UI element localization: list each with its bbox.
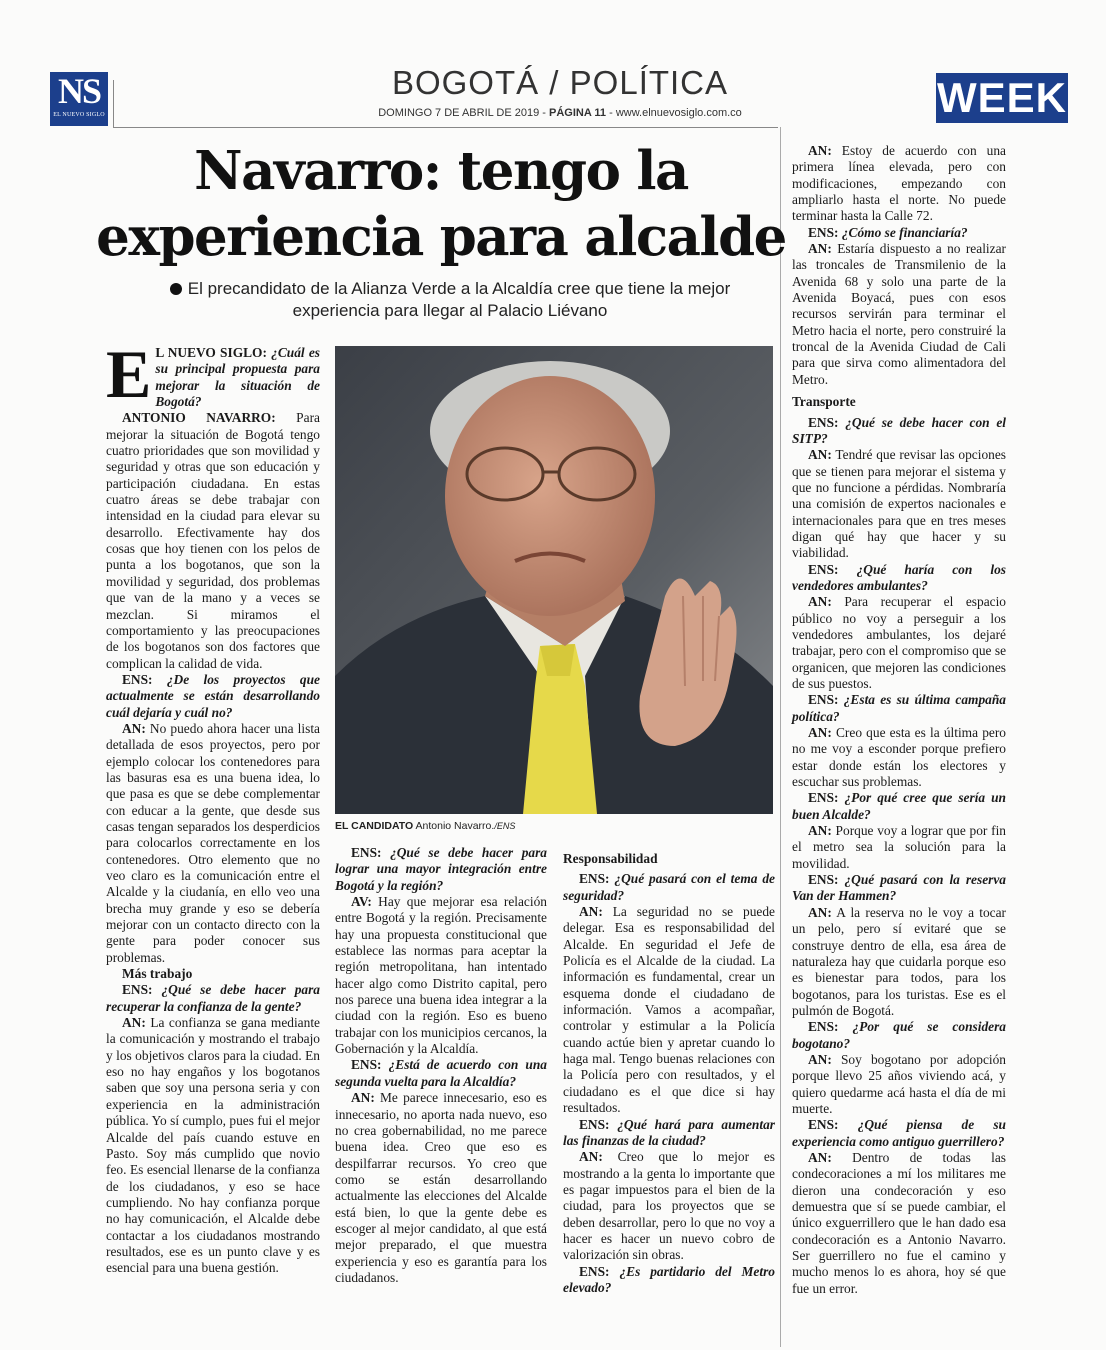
speaker: ENS: xyxy=(579,1263,610,1279)
answer-text: Estoy de acuerdo con una primera línea elevada, pero con modificaciones, empezando con ampliarlo hasta el norte. No puede terminar hasta la Calle 72. xyxy=(792,143,1006,224)
answer-text: Para mejorar la situación de Bogotá tengo cuatro prioridades que son movilidad y seguridad y otras que son educación y participación ciudadana. En estas cuatro áreas se debe trabajar con intensidad en la ciudad para elevar su desarrollo. Efectivamente hay dos cosas que hoy tienen con los pelos de punta a los bogotanos, que son la movilidad y seguridad, dos problemas que van de la mano y a veces se mezclan. Si miramos el comportamiento y las preocupaciones de los bogotanos son dos factores que complican la calidad de vida. xyxy=(106,410,320,671)
answer xyxy=(792,905,1006,1019)
answer xyxy=(106,721,320,966)
question-text: ¿Esta es su última campaña política? xyxy=(792,692,1006,724)
speaker: ENS: xyxy=(122,671,153,687)
week-badge: WEEK xyxy=(937,74,1067,121)
speaker: AN: xyxy=(808,447,832,463)
question-text: ¿Qué pasará con la reserva Van der Hammen? xyxy=(792,872,1006,904)
speaker: AN: xyxy=(122,720,146,736)
logo-subtitle: EL NUEVO SIGLO xyxy=(53,112,105,118)
answer-text: La seguridad no se puede delegar. Esa es responsabilidad del Alcalde. En seguridad el Jefe de Policía es el Alcalde de la ciudad. La información es fundamental, crear un esquema donde el ciudadano de información. Vamos a acompañar, controlar y estimular a la Policía cuando actúe bien y apretar cuando lo haga mal. Tengo buenas relaciones con la Policía pero con resultados, y el ciudadano es el que dice si hay resultados. xyxy=(563,904,775,1116)
question-text: ¿Cuál es su principal propuesta para mejorar la situación de Bogotá? xyxy=(155,345,320,410)
subheading: Responsabilidad xyxy=(563,851,658,866)
dateline xyxy=(300,107,820,119)
question-text: ¿Qué se debe hacer con el SITP? xyxy=(792,414,1006,446)
question xyxy=(563,1264,775,1297)
answer-text: A la reserva no le voy a tocar un pelo, pero sí evitaré que se construye dentro de ella, esa área de naturaleza hay que cuidarla porque eso es bienestar para todos, para los bogotanos, para los turistas. Ese es el pulmón de Bogotá. xyxy=(792,904,1006,1018)
answer xyxy=(792,1150,1006,1297)
answer xyxy=(792,1052,1006,1117)
speaker: AV: xyxy=(351,894,372,910)
headline-line1: Navarro: tengo la xyxy=(194,140,688,202)
question-text: ¿Es partidario del Metro elevado? xyxy=(563,1263,775,1295)
answer xyxy=(792,143,1006,225)
speaker: ENS: xyxy=(351,1057,382,1073)
speaker: AN: xyxy=(808,904,832,920)
answer-text: Para recuperar el espacio público no voy a perseguir a los vendedores ambulantes, los dejaré trabajar, pero con el compromiso que se organicen, que mejoren las condiciones de sus puestos. xyxy=(792,594,1007,691)
speaker: ENS: xyxy=(808,561,839,577)
speaker: AN: xyxy=(579,1149,603,1165)
article-column-4 xyxy=(792,143,1006,1297)
drop-cap: E xyxy=(106,336,152,412)
section-heading xyxy=(300,64,820,102)
speaker: ENS: xyxy=(579,871,610,887)
speaker: AN: xyxy=(808,1051,832,1067)
answer xyxy=(563,904,775,1116)
caption-label: EL CANDIDATO xyxy=(335,820,414,832)
column-rule xyxy=(780,127,781,1347)
masthead-divider xyxy=(113,80,114,128)
question-text: ¿Por qué cree que sería un buen Alcalde? xyxy=(792,790,1006,822)
speaker: AN: xyxy=(808,725,832,741)
subheading: Transporte xyxy=(792,394,856,410)
speaker: ENS: xyxy=(122,982,153,998)
answer-text: Dentro de todas las condecoraciones a mí los militares me dieron una condecoración y eso demuestra que sí se puede cambiar, el único exguerrillero que le han dado esa condecoración es a Antonio Navarro. Ser guerrillero no fue el camino y mucho menos lo es ahora, hoy sé que fue un error. xyxy=(792,1149,1006,1296)
section-separator: / xyxy=(539,64,570,101)
speaker: ENS: xyxy=(808,414,839,430)
speaker: AN: xyxy=(122,1015,146,1031)
speaker: ENS: xyxy=(808,790,839,806)
answer xyxy=(792,241,1006,388)
question-text: ¿Qué se debe hacer para recuperar la confianza de la gente? xyxy=(106,982,320,1014)
caption-text: Antonio Navarro. xyxy=(413,820,495,832)
question-text: ¿Cómo se financiaría? xyxy=(838,224,968,240)
question-text: ¿De los proyectos que actualmente se están desarrollando cuál dejaría y cuál no? xyxy=(106,671,320,720)
speaker: ENS: xyxy=(808,692,839,708)
question xyxy=(563,871,775,904)
speaker: ENS: xyxy=(808,1117,839,1133)
speaker: ENS: xyxy=(808,872,839,888)
newspaper-logo xyxy=(50,72,108,126)
deck-text: El precandidato de la Alianza Verde a la Alcaldía cree que tiene la mejor experiencia para llegar al Palacio Liévano xyxy=(187,279,731,320)
speaker: AN: xyxy=(579,904,603,920)
answer xyxy=(335,1090,547,1286)
speaker: ENS: xyxy=(808,224,839,240)
article-column-2 xyxy=(335,845,547,1286)
answer xyxy=(335,894,547,1057)
speaker: AN: xyxy=(808,143,832,158)
answer xyxy=(792,447,1006,561)
speaker: AN: xyxy=(351,1090,375,1106)
question xyxy=(792,415,1006,448)
header-rule xyxy=(113,127,778,128)
website: - www.elnuevosiglo.com.co xyxy=(609,107,742,119)
question xyxy=(335,1057,547,1090)
article-column-3 xyxy=(563,845,775,1296)
question-text: ¿Qué haría con los vendedores ambulantes? xyxy=(792,561,1006,593)
question-text: ¿Qué se debe hacer para lograr una mayor integración entre Bogotá y la región? xyxy=(335,845,547,893)
speaker: ENS: xyxy=(808,1019,839,1035)
section-main: BOGOTÁ xyxy=(391,64,540,101)
question xyxy=(792,872,1006,905)
question xyxy=(792,692,1006,725)
question-text: ¿Por qué se considera bogotano? xyxy=(792,1019,1006,1051)
speaker: AN: xyxy=(808,823,832,839)
headline xyxy=(96,138,786,270)
answer-text: No puedo ahora hacer una lista detallada de esos proyectos, pero por ejemplo colocar los contenedores para las basuras esa es una buena idea, lo que pasa es que se debe complementar con educar a la gente, que desde sus casas tengan separados los desperdicios para colocarlos correctamente en los contenedores. Otro elemento que no veo claro es la comunicación entre el Alcalde y la ciudanía, en ello veo una brecha muy grande y eso se debería mejorar con un contacto directo con la gente para poder conocer sus problemas. xyxy=(106,720,320,965)
caption-credit: /ENS xyxy=(494,821,516,831)
deck xyxy=(130,278,770,322)
speaker: AN: xyxy=(808,241,832,257)
question xyxy=(792,1117,1006,1150)
speaker: L NUEVO SIGLO: xyxy=(155,345,267,360)
page-number: PÁGINA 11 xyxy=(548,107,607,119)
answer-text: Me parece innecesario, eso es innecesario, no aporta nada nuevo, eso no crea gobernabilidad, no me parece buena idea. Creo que eso es despilfarrar recursos. Yo creo que como se están desarrollando actualmente las elecciones del Alcalde está bien, lo que la gente debe es escoger al mejor candidato, al que está mejor preparado, el que muestra experiencia y eso es garantía para los ciudadanos. xyxy=(335,1090,547,1285)
answer-text: La confianza se gana mediante la comunicación y mostrando el trabajo y los objetivos claros para la ciudad. En eso no hay engaños y los bogotanos saben que soy una persona seria y con experiencia en la administración pública. Yo sí cumplo, pues fui el mejor Alcalde del país cuando estuve en Pasto. Soy más cumplido que novio feo. Es esencial llenarse de la confianza de los ciudadanos, y eso se hace cumpliendo. No hay confianza porque no hay comunicación, el Alcalde debe contactar a los ciudadanos mostrando resultados, ese es un punto clave y es esencial para una buena gestión. xyxy=(106,1015,320,1276)
section-sub: POLÍTICA xyxy=(569,64,729,101)
logo-ns: NS xyxy=(57,71,101,111)
bullet-icon xyxy=(170,283,182,295)
question xyxy=(792,790,1006,823)
answer-text: Tendré que revisar las opciones que se tienen para mejorar el sistema y que no funcione a pérdidas. Nombraría una comisión de expertos nacionales e internacionales para que en tres meses digan qué hay que hacer y su viabilidad. xyxy=(792,447,1006,561)
answer xyxy=(792,823,1006,872)
answer-text: Soy bogotano por adopción porque llevo 25 años viviendo acá, y quiero quedarme acá hasta el día de mi muerte. xyxy=(792,1051,1006,1116)
question-text: ¿Qué hará para aumentar las finanzas de la ciudad? xyxy=(563,1116,775,1148)
question xyxy=(106,672,320,721)
speaker: ENS: xyxy=(579,1116,610,1132)
answer-text: Estaría dispuesto a no realizar las troncales de Transmilenio de la Avenida 68 y solo una parte de la Avenida Boyacá, pues con esos recursos servirán para terminar el Metro hacia el norte, pero construiré la troncal de la Avenida Ciudad de Cali para que sirva como alimentadora del Metro. xyxy=(792,241,1006,387)
question-text: ¿Qué piensa de su experiencia como antiguo guerrillero? xyxy=(792,1117,1006,1149)
answer-text: Creo que lo mejor es mostrando a la genta lo importante que es pagar impuestos para el bien de la ciudad, para los proyectos que se deben desarrollar, pero lo que no voy a hacer es hacer un nuevo cobro de valorización sin obras. xyxy=(563,1149,775,1263)
issue-date: DOMINGO 7 DE ABRIL DE 2019 - xyxy=(378,107,546,119)
answer xyxy=(563,1149,775,1263)
question xyxy=(335,845,547,894)
speaker: ANTONIO NAVARRO: xyxy=(122,410,276,426)
answer xyxy=(792,725,1006,790)
answer xyxy=(106,410,320,672)
question xyxy=(792,562,1006,595)
article-column-1 xyxy=(106,336,320,1277)
answer xyxy=(106,1015,320,1277)
answer-text: Creo que esta es la última pero no me voy a esconder porque prefiero estar donde están los electores y escuchar sus problemas. xyxy=(792,725,1006,790)
answer-text: Hay que mejorar esa relación entre Bogotá y la región. Precisamente hay una propuesta constitucional que establece las normas para aceptar la región metropolitana, han intentado hacer algo como Distrito capital, pero nos parece una buena idea integrar a la ciudad con la región. Eso es bueno trabajar con los municipios cercanos, la Gobernación y la Alcaldía. xyxy=(335,894,547,1057)
question-text: ¿Está de acuerdo con una segunda vuelta para la Alcaldía? xyxy=(335,1057,547,1089)
question xyxy=(792,1019,1006,1052)
question-text: ¿Qué pasará con el tema de seguridad? xyxy=(563,871,775,903)
speaker: AN: xyxy=(808,1149,832,1165)
speaker: ENS: xyxy=(351,845,382,860)
headline-line2: experiencia para alcalde xyxy=(96,206,786,268)
portrait-illustration xyxy=(335,346,773,814)
question xyxy=(563,1117,775,1150)
question xyxy=(106,336,320,412)
answer-text: Porque voy a lograr que por fin el metro sea la solución para la movilidad. xyxy=(792,823,1006,871)
speaker: AN: xyxy=(808,594,832,610)
subheading: Más trabajo xyxy=(122,966,193,982)
question xyxy=(792,225,1006,241)
photo-caption xyxy=(335,820,773,832)
candidate-photo xyxy=(335,346,773,814)
question xyxy=(106,982,320,1015)
answer xyxy=(792,594,1006,692)
